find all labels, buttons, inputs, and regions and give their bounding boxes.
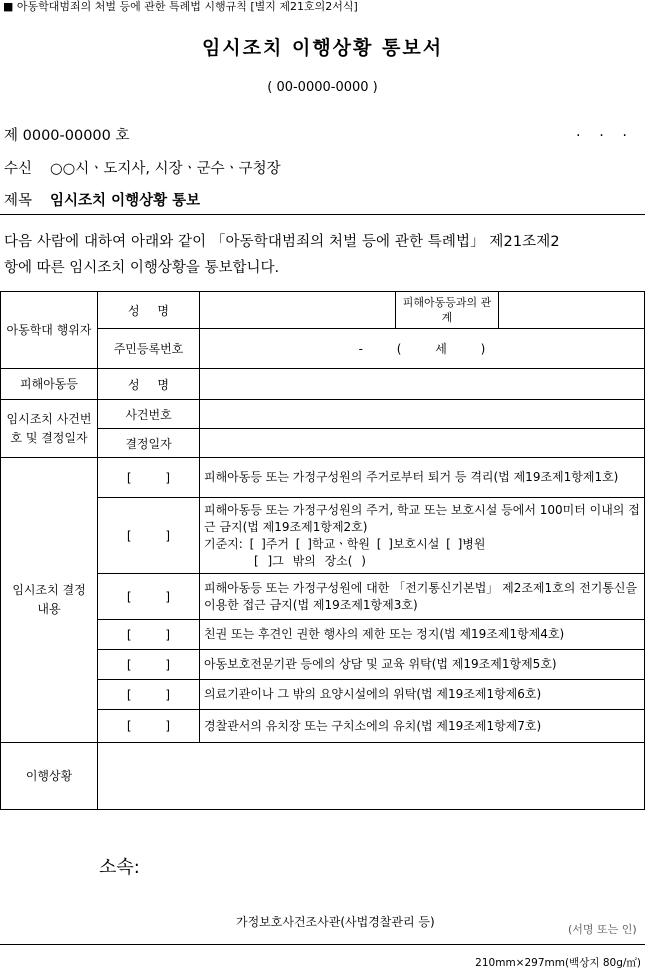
item-checkbox[interactable]: [ ] xyxy=(98,710,200,743)
content-label: 임시조치 결정 내용 xyxy=(1,458,98,743)
item-checkbox[interactable]: [ ] xyxy=(98,680,200,710)
status-field[interactable] xyxy=(98,743,645,810)
recipient: ○○시ㆍ도지사, 시장ㆍ군수ㆍ구청장 xyxy=(50,161,281,177)
item-checkbox[interactable]: [ ] xyxy=(98,620,200,650)
affiliation-label: 소속: xyxy=(99,857,140,878)
footer-divider xyxy=(0,944,645,945)
item-description: 피해아동등 또는 가정구성원의 주거로부터 퇴거 등 격리(법 제19조제1항제1호) xyxy=(200,458,645,498)
item-description: 피해아동등 또는 가정구성원에 대한 「전기통신기본법」 제2조제1호의 전기통신을 이용한 접근 금지(법 제19조제1항제3호) xyxy=(200,574,645,620)
offender-name-label: 성 명 xyxy=(98,292,200,329)
divider xyxy=(0,214,645,215)
intro-line-2: 항에 따른 임시조치 이행상황을 통보합니다. xyxy=(4,260,280,276)
victim-name-label: 성 명 xyxy=(98,369,200,400)
case-group-label: 임시조치 사건번호 및 결정일자 xyxy=(1,400,98,458)
victim-name-field[interactable] xyxy=(200,369,645,400)
intro-line-1: 다음 사람에 대하여 아래와 같이 「아동학대범죄의 처벌 등에 관한 특례법」 제21조제2 xyxy=(4,234,560,250)
victim-label: 피해아동등 xyxy=(1,369,98,400)
item-checkbox[interactable]: [ ] xyxy=(98,650,200,680)
document-number: ( 00-0000-0000 ) xyxy=(267,80,378,95)
case-number-field[interactable] xyxy=(200,400,645,429)
item-sub-option-2[interactable]: [ ]그 밖의 장소( ) xyxy=(254,553,366,568)
item-checkbox[interactable]: [ ] xyxy=(98,498,200,574)
item-sub-option-1[interactable]: 기준지: [ ]주거 [ ]학교ㆍ학원 [ ]보호시설 [ ]병원 xyxy=(204,536,486,551)
document-title: 임시조치 이행상황 통보서 xyxy=(201,37,444,59)
relation-field[interactable] xyxy=(499,292,645,329)
decision-date-field[interactable] xyxy=(200,429,645,458)
reference-number: 제 0000-00000 호 xyxy=(4,128,130,144)
item-description: 아동보호전문기관 등에의 상담 및 교육 위탁(법 제19조제1항제5호) xyxy=(200,650,645,680)
case-number-label: 사건번호 xyxy=(98,400,200,429)
subject-label: 제목 xyxy=(4,193,33,209)
decision-date-label: 결정일자 xyxy=(98,429,200,458)
paper-spec: 210mm×297mm(백상지 80g/㎡) xyxy=(475,957,641,969)
item-description-text: 피해아동등 또는 가정구성원의 주거, 학교 또는 보호시설 등에서 100미터 이내의 접근 금지(법 제19조제1항제2호) xyxy=(204,502,640,534)
report-form-table xyxy=(0,291,645,810)
subject: 임시조치 이행상황 통보 xyxy=(50,193,201,209)
regulation-header: ■ 아동학대범죄의 처벌 등에 관한 특례법 시행규칙 [별지 제21호의2서식] xyxy=(3,0,358,13)
item-description: 친권 또는 후견인 권한 행사의 제한 또는 정지(법 제19조제1항제4호) xyxy=(200,620,645,650)
recipient-label: 수신 xyxy=(4,161,33,177)
item-description: 의료기관이나 그 밖의 요양시설에의 위탁(법 제19조제1항제6호) xyxy=(200,680,645,710)
relation-label: 피해아동등과의 관계 xyxy=(396,292,499,329)
signature-note: (서명 또는 인) xyxy=(568,923,637,936)
item-checkbox[interactable]: [ ] xyxy=(98,574,200,620)
status-label: 이행상황 xyxy=(1,743,98,810)
offender-label: 아동학대 행위자 xyxy=(1,292,98,369)
offender-name-field[interactable] xyxy=(200,292,396,329)
rrn-field[interactable]: - ( 세 ) xyxy=(200,329,645,369)
rrn-label: 주민등록번호 xyxy=(98,329,200,369)
date-dots: . . . xyxy=(576,124,628,140)
officer-title: 가정보호사건조사관(사법경찰관리 등) xyxy=(236,915,435,929)
item-checkbox[interactable]: [ ] xyxy=(98,458,200,498)
item-description xyxy=(200,498,645,574)
item-description: 경찰관서의 유치장 또는 구치소에의 유치(법 제19조제1항제7호) xyxy=(200,710,645,743)
